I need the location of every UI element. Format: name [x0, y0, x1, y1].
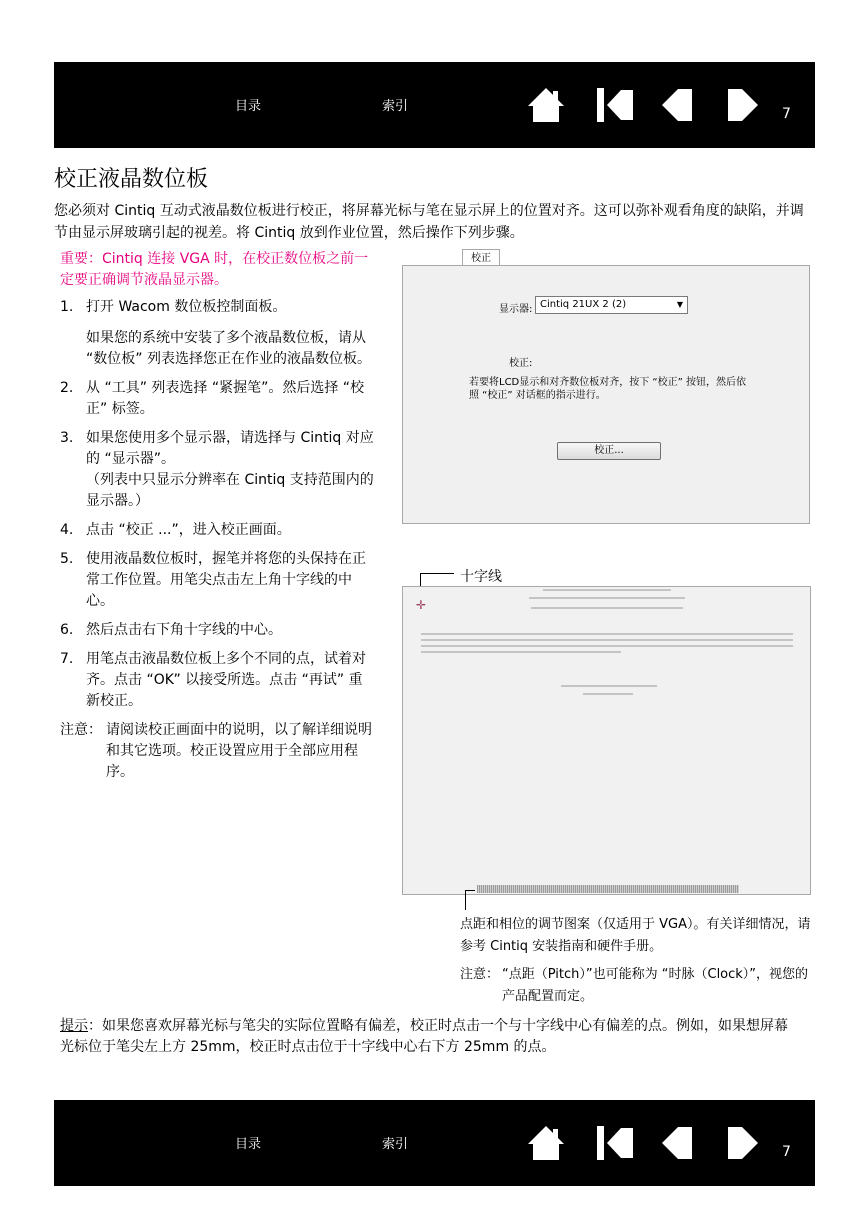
- step-5: [60, 549, 375, 612]
- intro-paragraph: 您必须对 Cintiq 互动式液晶数位板进行校正，将屏幕光标与笔在显示屏上的位置对齐。这可以弥补观看角度的缺陷，并调节由显示屏玻璃引起的视差。将 Cintiq 放到作业位置，然后操作下列步骤。: [54, 203, 804, 241]
- step-7: [60, 649, 375, 712]
- toc-link[interactable]: 目录: [235, 99, 262, 114]
- pitch-note: [460, 964, 820, 1008]
- instructions: [60, 249, 375, 783]
- note-label: 注意：: [60, 722, 102, 738]
- pitch-description: [460, 914, 820, 1008]
- index-link[interactable]: 索引: [382, 99, 409, 114]
- home-icon[interactable]: [526, 1124, 566, 1162]
- chevron-down-icon: ▼: [676, 300, 683, 309]
- step-text: 如果您使用多个显示器，请选择与 Cintiq 对应的 “显示器”。: [86, 430, 374, 467]
- calibration-dialog: [402, 265, 810, 524]
- step-text: 用笔点击液晶数位板上多个不同的点，试着对齐。点击 “OK” 以接受所选。点击 “再试” 重新校正。: [86, 651, 366, 709]
- tab-calibrate[interactable]: 校正: [462, 249, 500, 268]
- tip-text: ：如果您喜欢屏幕光标与笔尖的实际位置略有偏差，校正时点击一个与十字线中心有偏差的点。例如，如果想屏幕光标位于笔尖左上方 25mm，校正时点击位于十字线中心右下方 25mm 的点。: [60, 1018, 788, 1055]
- page-number: 7: [782, 1144, 791, 1160]
- step-6: [60, 620, 375, 641]
- instruction-line: [421, 651, 621, 653]
- monitor-select[interactable]: [535, 296, 688, 314]
- step-number: 7.: [60, 651, 74, 667]
- instruction-line: [529, 597, 685, 599]
- bottom-navbar: [54, 1100, 815, 1186]
- step-number: 5.: [60, 551, 74, 567]
- step-subtext: （列表中只显示分辨率在 Cintiq 支持范围内的显示器。）: [86, 472, 374, 509]
- calibrate-instructions: 若要将LCD显示和对齐数位板对齐，按下 “校正” 按钮，然后依照 “校正” 对话框的指示进行。: [469, 377, 746, 401]
- important-warning: 重要：Cintiq 连接 VGA 时，在校正数位板之前一定要正确调节液晶显示器。: [60, 251, 369, 288]
- instruction-line: [543, 589, 671, 591]
- monitor-label: 显示器:: [499, 304, 533, 315]
- callout-line: [420, 573, 421, 587]
- index-link[interactable]: 索引: [382, 1137, 409, 1152]
- step-text: 从 “工具” 列表选择 “紧握笔”。然后选择 “校正” 标签。: [86, 380, 365, 417]
- page-title: 校正液晶数位板: [54, 167, 209, 192]
- first-page-icon[interactable]: [595, 86, 635, 124]
- callout-line: [420, 573, 454, 574]
- step-number: 3.: [60, 430, 74, 446]
- step-3: [60, 428, 375, 512]
- top-navbar: [54, 62, 815, 148]
- step-1: [60, 297, 375, 370]
- instruction-line: [421, 645, 793, 647]
- toc-link[interactable]: 目录: [235, 1137, 262, 1152]
- step-2: [60, 378, 375, 420]
- note: [60, 720, 375, 783]
- pitch-note-text: “点距（Pitch）”也可能称为 “时脉（Clock）”，视您的产品配置而定。: [502, 967, 809, 1004]
- instruction-line: [561, 685, 657, 687]
- calibration-screen: [402, 586, 811, 895]
- callout-line: [465, 890, 466, 910]
- page-number: 7: [782, 106, 791, 122]
- instruction-line: [421, 633, 793, 635]
- tip: [60, 1016, 800, 1058]
- step-text: 使用液晶数位板时，握笔并将您的头保持在正常工作位置。用笔尖点击左上角十字线的中心。: [86, 551, 366, 609]
- crosshair-icon[interactable]: ✛: [416, 598, 427, 612]
- instruction-line: [421, 639, 793, 641]
- instruction-line: [583, 693, 633, 695]
- next-page-icon[interactable]: [724, 86, 760, 124]
- step-number: 1.: [60, 299, 74, 315]
- step-4: [60, 520, 375, 541]
- note-text: 请阅读校正画面中的说明，以了解详细说明和其它选项。校正设置应用于全部应用程序。: [106, 722, 372, 780]
- previous-page-icon[interactable]: [660, 86, 696, 124]
- instruction-line: [531, 607, 683, 609]
- pitch-text: 点距和相位的调节图案（仅适用于 VGA）。有关详细情况，请参考 Cintiq 安装指南和硬件手册。: [460, 917, 811, 954]
- next-page-icon[interactable]: [724, 1124, 760, 1162]
- step-number: 4.: [60, 522, 74, 538]
- monitor-value: Cintiq 21UX 2 (2): [540, 299, 627, 310]
- calibrate-label: 校正:: [509, 358, 533, 369]
- calibrate-button[interactable]: 校正...: [557, 442, 661, 460]
- pitch-phase-pattern: [477, 885, 739, 893]
- previous-page-icon[interactable]: [660, 1124, 696, 1162]
- callout-line: [465, 890, 475, 891]
- step-number: 6.: [60, 622, 74, 638]
- step-number: 2.: [60, 380, 74, 396]
- step-subtext: 如果您的系统中安装了多个液晶数位板，请从 “数位板” 列表选择您正在作业的液晶数位板。: [86, 330, 371, 367]
- pitch-note-label: 注意：: [460, 967, 500, 982]
- step-text: 然后点击右下角十字线的中心。: [86, 622, 282, 638]
- tip-label: 提示: [60, 1018, 88, 1034]
- home-icon[interactable]: [526, 86, 566, 124]
- step-text: 点击 “校正 ...”，进入校正画面。: [86, 522, 291, 538]
- first-page-icon[interactable]: [595, 1124, 635, 1162]
- step-text: 打开 Wacom 数位板控制面板。: [86, 299, 287, 315]
- crosshair-label: 十字线: [460, 569, 502, 585]
